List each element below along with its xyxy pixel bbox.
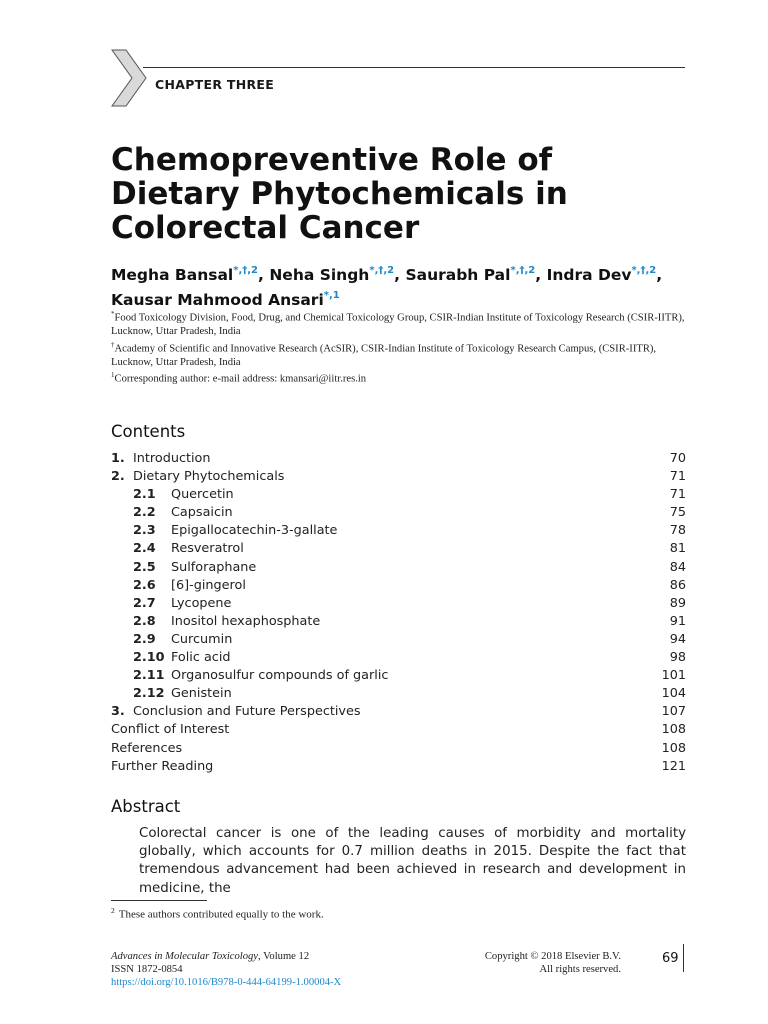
toc-entry[interactable] <box>111 721 686 739</box>
affiliations <box>111 308 691 387</box>
toc-label[interactable]: [6]-gingerol <box>171 577 246 593</box>
toc-entry[interactable] <box>111 758 686 776</box>
toc-number: 2. <box>111 469 125 485</box>
toc-label[interactable]: References <box>111 740 183 756</box>
toc-entry[interactable] <box>111 631 686 649</box>
toc-entry[interactable] <box>111 649 686 667</box>
affiliation <box>111 369 691 386</box>
toc-entry[interactable] <box>111 522 686 540</box>
toc-number: 2.9 <box>133 631 156 647</box>
toc-page: 108 <box>661 722 686 738</box>
table-of-contents <box>111 450 686 776</box>
toc-label[interactable]: Dietary Phytochemicals <box>133 469 285 485</box>
toc-page: 71 <box>669 469 686 485</box>
toc-page: 89 <box>669 595 686 611</box>
toc-page: 94 <box>669 631 686 647</box>
toc-page: 81 <box>669 541 686 557</box>
toc-entry[interactable] <box>111 504 686 522</box>
toc-number: 2.4 <box>133 541 156 557</box>
author-marks[interactable]: *,†,2 <box>631 265 657 276</box>
toc-page: 70 <box>669 451 686 466</box>
author-name: Indra Dev <box>546 266 632 285</box>
author-name: Neha Singh <box>269 266 370 285</box>
toc-label[interactable]: Sulforaphane <box>171 559 257 575</box>
toc-label[interactable]: Lycopene <box>171 595 232 611</box>
page-number: 69 <box>662 951 679 966</box>
toc-page: 121 <box>661 758 686 774</box>
author-name: Saurabh Pal <box>405 266 511 285</box>
toc-number: 2.7 <box>133 595 156 611</box>
toc-page: 104 <box>661 686 686 702</box>
toc-label[interactable]: Folic acid <box>171 650 231 666</box>
journal-volume: , Volume 12 <box>258 951 310 962</box>
toc-page: 78 <box>669 523 686 539</box>
author-marks[interactable]: *,1 <box>323 290 340 302</box>
toc-label[interactable]: Curcumin <box>171 631 233 647</box>
toc-page: 75 <box>669 505 686 521</box>
toc-page: 91 <box>669 613 686 629</box>
affiliation-mark: † <box>111 340 115 349</box>
toc-label[interactable]: Further Reading <box>111 758 214 774</box>
author-marks[interactable]: *,†,2 <box>510 265 536 276</box>
toc-entry[interactable] <box>111 740 686 758</box>
chapter-title: Chemopreventive Role of Dietary Phytochemicals in Colorectal Cancer <box>111 142 568 246</box>
toc-entry[interactable] <box>111 450 686 468</box>
author <box>547 266 663 284</box>
toc-label[interactable]: Conflict of Interest <box>111 722 230 738</box>
affiliation <box>111 308 691 339</box>
toc-number: 2.10 <box>133 650 165 666</box>
author-separator: , <box>394 266 406 285</box>
footnote-mark: 2 <box>111 906 115 915</box>
toc-page: 98 <box>669 650 686 666</box>
contents-heading: Contents <box>111 422 186 441</box>
toc-entry[interactable] <box>111 559 686 577</box>
footer-journal-line <box>111 950 341 963</box>
toc-number: 2.8 <box>133 613 156 629</box>
author-list <box>111 261 691 311</box>
toc-number: 2.1 <box>133 487 156 503</box>
author-separator: , <box>656 266 663 285</box>
toc-entry[interactable] <box>111 667 686 685</box>
chapter-rule <box>143 67 685 68</box>
toc-number: 3. <box>111 704 125 720</box>
abstract-text: Colorectal cancer is one of the leading causes of morbidity and mortality globally, which accounts for 0.7 million deaths in 2015. Despite the fact that tremendous advancement had been achieved in research and development in medicine, the <box>139 826 686 896</box>
toc-number: 2.5 <box>133 559 156 575</box>
toc-number: 2.2 <box>133 505 156 521</box>
toc-entry[interactable] <box>111 613 686 631</box>
footnote-rule <box>111 900 207 901</box>
toc-page: 86 <box>669 577 686 593</box>
author <box>405 266 546 284</box>
toc-number: 2.12 <box>133 686 165 702</box>
toc-label[interactable]: Organosulfur compounds of garlic <box>171 668 389 684</box>
affiliation <box>111 339 691 370</box>
toc-entry[interactable] <box>111 540 686 558</box>
toc-page: 101 <box>661 668 686 684</box>
toc-number: 2.11 <box>133 668 165 684</box>
footer-issn: ISSN 1872-0854 <box>111 964 183 975</box>
rights-text: All rights reserved. <box>539 964 621 975</box>
author <box>111 291 340 309</box>
author-marks[interactable]: *,†,2 <box>233 265 259 276</box>
toc-label[interactable]: Capsaicin <box>171 505 233 521</box>
toc-number: 1. <box>111 451 125 466</box>
toc-entry[interactable] <box>111 486 686 504</box>
toc-number: 2.6 <box>133 577 156 593</box>
toc-label[interactable]: Epigallocatechin-3-gallate <box>171 523 338 539</box>
toc-entry[interactable] <box>111 703 686 721</box>
copyright-text: Copyright © 2018 Elsevier B.V. <box>484 951 621 962</box>
toc-page: 108 <box>661 740 686 756</box>
footer-copyright <box>485 950 621 976</box>
affiliation-mark: 1 <box>111 371 115 380</box>
page-number-bar <box>683 944 684 972</box>
toc-number: 2.3 <box>133 523 156 539</box>
author-marks[interactable]: *,†,2 <box>369 265 395 276</box>
toc-page: 107 <box>661 704 686 720</box>
footnote-text: These authors contributed equally to the work. <box>118 908 324 921</box>
toc-label[interactable]: Introduction <box>133 451 211 466</box>
toc-entry[interactable] <box>111 577 686 595</box>
author-name: Kausar Mahmood Ansari <box>111 291 324 310</box>
author <box>111 266 269 284</box>
affiliation-text: Food Toxicology Division, Food, Drug, and Chemical Toxicology Group, CSIR-Indian Institute of Toxicology Research (CSIR-IITR), Lucknow, Uttar Pradesh, India <box>111 312 685 338</box>
affiliation-mark: * <box>111 310 115 318</box>
doi-link[interactable]: https://doi.org/10.1016/B978-0-444-64199-1.00004-X <box>111 977 342 988</box>
toc-entry[interactable] <box>111 685 686 703</box>
footnote <box>111 906 324 921</box>
footer-citation <box>111 950 341 989</box>
toc-page: 71 <box>669 487 686 503</box>
author-name: Megha Bansal <box>111 266 234 285</box>
toc-entry[interactable] <box>111 595 686 613</box>
toc-entry[interactable] <box>111 468 686 486</box>
abstract-heading: Abstract <box>111 797 181 816</box>
chapter-label: CHAPTER THREE <box>155 77 275 92</box>
toc-label[interactable]: Resveratrol <box>171 541 244 557</box>
author-separator: , <box>535 266 547 285</box>
toc-label[interactable]: Conclusion and Future Perspectives <box>133 704 361 720</box>
chapter-chevron-icon <box>111 49 147 107</box>
toc-label[interactable]: Quercetin <box>171 487 234 503</box>
journal-name: Advances in Molecular Toxicology <box>111 951 259 962</box>
toc-label[interactable]: Genistein <box>171 686 232 702</box>
author <box>269 266 405 284</box>
toc-label[interactable]: Inositol hexaphosphate <box>171 613 321 629</box>
author-separator: , <box>258 266 270 285</box>
affiliation-text: Academy of Scientific and Innovative Research (AcSIR), CSIR-Indian Institute of Toxicology Research Campus, (CSIR-IITR), Lucknow, Uttar Pradesh, India <box>111 343 657 368</box>
affiliation-text: Corresponding author: e-mail address: kmansari@iitr.res.in <box>114 373 367 385</box>
toc-page: 84 <box>669 559 686 575</box>
